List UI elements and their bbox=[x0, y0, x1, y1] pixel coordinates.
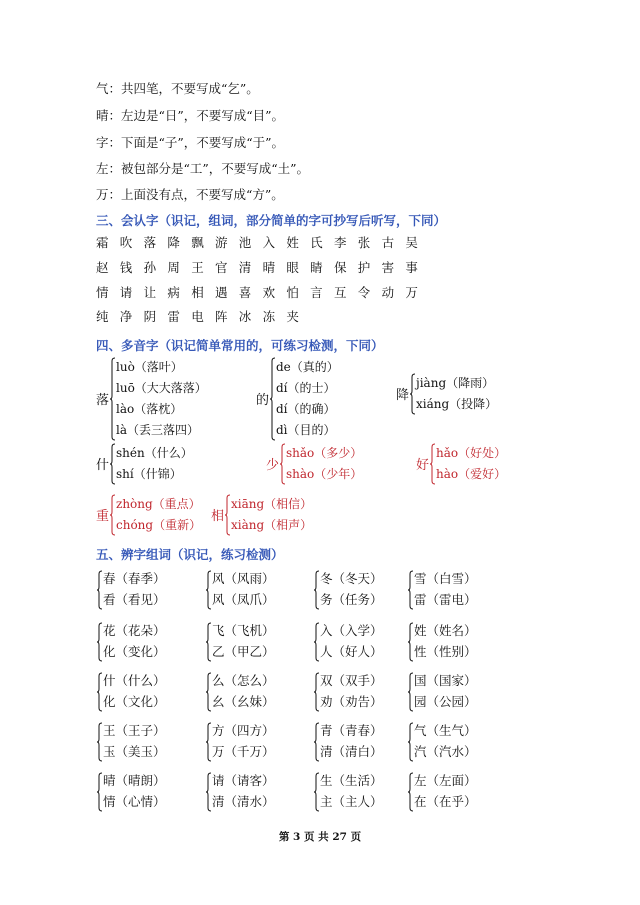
word-item: 主（主人） bbox=[320, 794, 383, 809]
note-line: 字：下面是“子”，不要写成“于”。 bbox=[96, 135, 285, 150]
char-item: 阴 bbox=[143, 309, 157, 324]
word-pair bbox=[408, 720, 518, 764]
char-row bbox=[96, 307, 310, 327]
polyphone-char: 好 bbox=[416, 458, 430, 473]
polyphone-char: 落 bbox=[96, 393, 110, 408]
note-line: 左：被包部分是“工”，不要写成“土”。 bbox=[96, 161, 310, 176]
word-item: 晴（晴朗） bbox=[103, 773, 166, 788]
word-item: 清（清白） bbox=[320, 744, 383, 759]
char-item: 冻 bbox=[262, 309, 276, 324]
char-item: 害 bbox=[381, 260, 395, 275]
char-item: 赵 bbox=[96, 260, 109, 275]
char-row bbox=[96, 283, 429, 303]
word-pair bbox=[408, 670, 518, 714]
char-item: 张 bbox=[357, 235, 371, 250]
char-item: 雷 bbox=[167, 309, 180, 324]
char-item: 官 bbox=[214, 260, 228, 275]
char-item: 电 bbox=[191, 309, 204, 324]
word-item: 性（性别） bbox=[414, 644, 477, 659]
char-item: 游 bbox=[214, 235, 228, 250]
page-footer: 第 3 页 共 27 页 bbox=[278, 831, 362, 843]
polyphone-reading: chóng（重新） bbox=[116, 518, 202, 532]
word-item: 化（文化） bbox=[103, 694, 166, 709]
word-item: 风（凤爪） bbox=[212, 592, 275, 607]
char-item: 病 bbox=[167, 285, 180, 300]
char-row bbox=[96, 233, 429, 253]
polyphone-char: 少 bbox=[266, 458, 280, 473]
char-item: 令 bbox=[357, 285, 371, 300]
word-item: 万（千万） bbox=[212, 744, 275, 759]
char-item: 冰 bbox=[238, 309, 252, 324]
section-heading-distinguish: 五、辨字组词（识记，练习检测） bbox=[96, 547, 284, 562]
char-item: 让 bbox=[143, 285, 157, 300]
word-item: 雪（白雪） bbox=[414, 571, 477, 586]
char-item: 钱 bbox=[119, 260, 133, 275]
char-item: 纯 bbox=[96, 309, 109, 324]
word-item: 方（四方） bbox=[212, 723, 275, 738]
polyphone-reading: hào（爱好） bbox=[436, 467, 507, 481]
word-item: 国（国家） bbox=[414, 673, 477, 688]
note-line: 气：共四笔，不要写成“乞”。 bbox=[96, 81, 259, 96]
word-item: 风（风雨） bbox=[212, 571, 275, 586]
char-item: 互 bbox=[333, 285, 347, 300]
char-item: 情 bbox=[96, 285, 109, 300]
char-item: 护 bbox=[357, 260, 371, 275]
note-line: 万：上面没有点，不要写成“方”。 bbox=[96, 187, 284, 202]
polyphone-reading: hǎo（好处） bbox=[436, 446, 507, 460]
char-item: 落 bbox=[143, 235, 157, 250]
word-pair bbox=[408, 568, 518, 612]
polyphone-char: 相 bbox=[211, 509, 225, 524]
char-item: 万 bbox=[405, 285, 418, 300]
word-item: 王（王子） bbox=[103, 723, 166, 738]
polyphone-reading: jiàng（降雨） bbox=[416, 376, 495, 390]
word-item: 乙（甲乙） bbox=[212, 644, 275, 659]
char-item: 霜 bbox=[96, 235, 109, 250]
word-item: 双（双手） bbox=[320, 673, 383, 688]
word-pair bbox=[97, 620, 207, 664]
word-pair bbox=[97, 720, 207, 764]
polyphone-reading: là（丢三落四） bbox=[116, 423, 199, 437]
word-pair bbox=[97, 670, 207, 714]
char-item: 晴 bbox=[262, 260, 276, 275]
char-item: 遇 bbox=[214, 285, 228, 300]
word-item: 春（春季） bbox=[103, 571, 166, 586]
char-item: 氏 bbox=[310, 235, 323, 250]
word-item: 幺（幺妹） bbox=[212, 694, 275, 709]
word-pair bbox=[97, 770, 207, 814]
word-pair bbox=[206, 770, 316, 814]
polyphone-char: 重 bbox=[96, 509, 110, 524]
char-item: 飘 bbox=[191, 235, 204, 250]
polyphone-reading: shí（什锦） bbox=[116, 467, 182, 481]
note-line: 晴：左边是“日”，不要写成“目”。 bbox=[96, 108, 285, 123]
char-item: 降 bbox=[167, 235, 180, 250]
char-item: 姓 bbox=[286, 235, 299, 250]
word-item: 汽（汽水） bbox=[414, 744, 477, 759]
polyphone-reading: shào（少年） bbox=[286, 467, 363, 481]
polyphone-reading: luò（落叶） bbox=[116, 360, 183, 374]
word-item: 飞（飞机） bbox=[212, 623, 275, 638]
word-item: 在（在乎） bbox=[414, 794, 477, 809]
word-item: 入（入学） bbox=[320, 623, 383, 638]
char-item: 欢 bbox=[262, 285, 276, 300]
word-pair bbox=[97, 568, 207, 612]
polyphone-reading: shén（什么） bbox=[116, 446, 193, 460]
section-heading-recognize: 三、会认字（识记，组词，部分简单的字可抄写后听写，下同） bbox=[96, 213, 447, 228]
word-item: 看（看见） bbox=[103, 592, 166, 607]
word-pair bbox=[408, 770, 518, 814]
section-heading-polyphone: 四、多音字（识记简单常用的，可练习检测，下同） bbox=[96, 338, 384, 353]
word-item: 什（什么） bbox=[103, 673, 166, 688]
char-item: 相 bbox=[191, 285, 204, 300]
char-item: 保 bbox=[333, 260, 347, 275]
char-item: 请 bbox=[119, 285, 133, 300]
char-item: 喜 bbox=[238, 285, 252, 300]
word-item: 玉（美玉） bbox=[103, 744, 166, 759]
polyphone-reading: xiàng（相声） bbox=[231, 518, 313, 532]
char-item: 睛 bbox=[310, 260, 323, 275]
char-item: 吹 bbox=[119, 235, 133, 250]
word-item: 雷（雷电） bbox=[414, 592, 477, 607]
word-item: 花（花朵） bbox=[103, 623, 166, 638]
word-item: 青（青春） bbox=[320, 723, 383, 738]
word-item: 人（好人） bbox=[320, 644, 383, 659]
char-item: 夹 bbox=[286, 309, 299, 324]
char-item: 言 bbox=[310, 285, 323, 300]
word-pair bbox=[206, 670, 316, 714]
word-item: 冬（冬天） bbox=[320, 571, 383, 586]
char-item: 孙 bbox=[143, 260, 157, 275]
char-item: 吴 bbox=[405, 235, 418, 250]
polyphone-reading: xiáng（投降） bbox=[416, 397, 498, 411]
char-item: 清 bbox=[238, 260, 252, 275]
char-item: 李 bbox=[333, 235, 347, 250]
word-item: 清（清水） bbox=[212, 794, 275, 809]
polyphone-reading: luō（大大落落） bbox=[116, 381, 207, 395]
word-item: 务（任务） bbox=[320, 592, 383, 607]
word-pair bbox=[206, 620, 316, 664]
char-item: 净 bbox=[119, 309, 133, 324]
polyphone-reading: dí（的士） bbox=[276, 381, 336, 395]
char-item: 动 bbox=[381, 285, 395, 300]
char-item: 入 bbox=[262, 235, 276, 250]
char-item: 周 bbox=[167, 260, 180, 275]
word-item: 气（生气） bbox=[414, 723, 477, 738]
polyphone-char: 的 bbox=[256, 393, 270, 408]
char-item: 阵 bbox=[214, 309, 228, 324]
polyphone-char: 什 bbox=[96, 458, 110, 473]
polyphone-reading: dì（目的） bbox=[276, 423, 336, 437]
char-item: 眼 bbox=[286, 260, 299, 275]
polyphone-reading: dí（的确） bbox=[276, 402, 336, 416]
word-pair bbox=[206, 720, 316, 764]
word-item: 生（生活） bbox=[320, 773, 383, 788]
word-pair bbox=[408, 620, 518, 664]
polyphone-char: 降 bbox=[396, 388, 410, 403]
polyphone-reading: lào（落枕） bbox=[116, 402, 183, 416]
word-item: 么（怎么） bbox=[212, 673, 275, 688]
char-item: 事 bbox=[405, 260, 418, 275]
char-item: 王 bbox=[191, 260, 204, 275]
polyphone-reading: zhòng（重点） bbox=[116, 497, 201, 511]
polyphone-reading: shǎo（多少） bbox=[286, 446, 363, 460]
word-item: 情（心情） bbox=[103, 794, 166, 809]
word-pair bbox=[206, 568, 316, 612]
char-item: 怕 bbox=[286, 285, 299, 300]
word-item: 园（公园） bbox=[414, 694, 477, 709]
char-row bbox=[96, 258, 429, 278]
word-item: 左（左面） bbox=[414, 773, 477, 788]
char-item: 古 bbox=[381, 235, 395, 250]
word-item: 化（变化） bbox=[103, 644, 166, 659]
char-item: 池 bbox=[238, 235, 252, 250]
word-item: 姓（姓名） bbox=[414, 623, 477, 638]
polyphone-reading: xiāng（相信） bbox=[231, 497, 313, 511]
word-item: 劝（劝告） bbox=[320, 694, 383, 709]
word-item: 请（请客） bbox=[212, 773, 275, 788]
polyphone-reading: de（真的） bbox=[276, 360, 339, 374]
